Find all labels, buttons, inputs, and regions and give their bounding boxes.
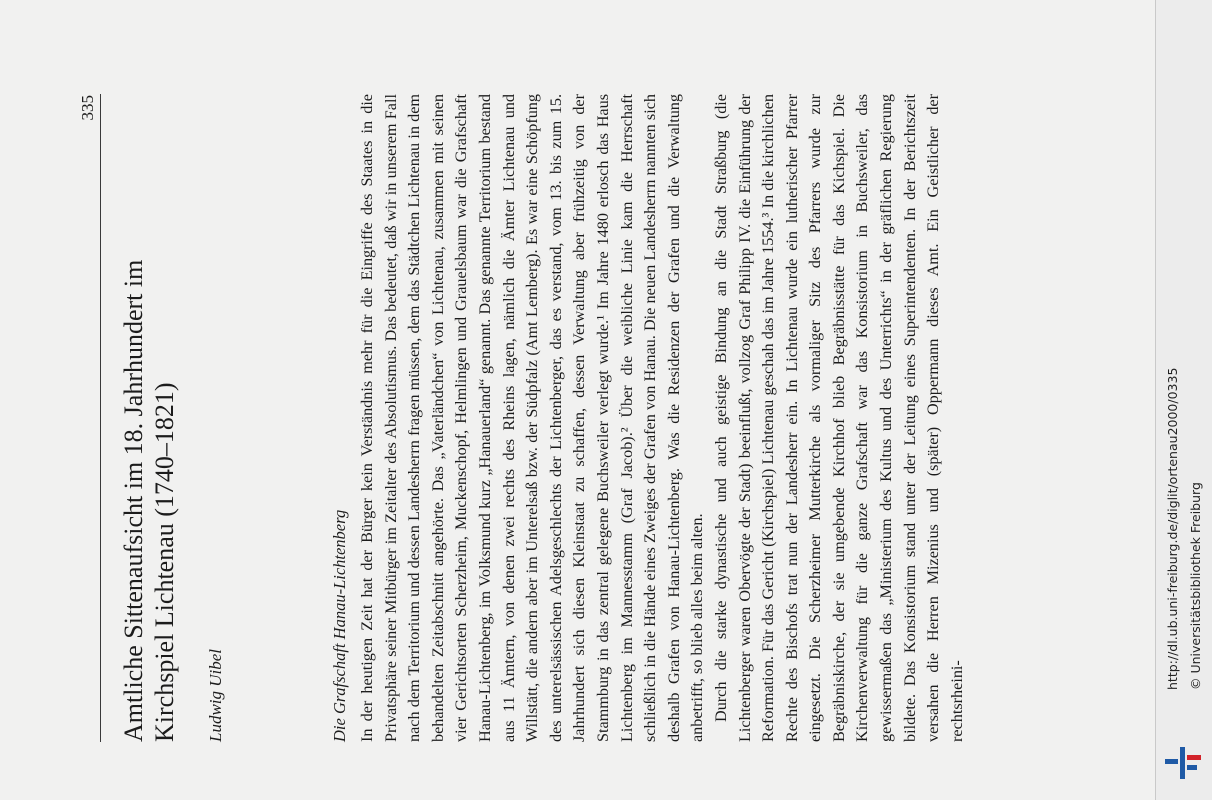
article-author: Ludwig Uibel xyxy=(206,648,225,742)
ub-freiburg-logo-icon xyxy=(1163,745,1203,781)
logo-bar-top xyxy=(1180,747,1185,779)
source-url-link[interactable]: http://dl.ub.uni-freiburg.de/diglit/ortenau2000/0335 xyxy=(1165,367,1180,690)
logo-bar-left xyxy=(1165,759,1178,764)
article-title-line-1: Amtliche Sittenaufsicht im 18. Jahrhundert im xyxy=(119,259,148,742)
article-title-line-2: Kirchspiel Lichtenau (1740–1821) xyxy=(150,382,179,742)
library-margin-strip xyxy=(1155,0,1212,800)
body-paragraph-2: Durch die starke dynastische und auch geistige Bindung an die Stadt Straßburg (die Lichtenberger waren Obervögte der Stadt) beeinflußt, vollzog Graf Philipp IV. die Einführung der Reformation. Für das Gericht (Kirchspiel) Lichtenau geschah das im Jahre 1554.³ In die kirchlichen Rechte des Bischofs trat nun der Landesherr ein. In Lichtenau wurde ein lutherischer Pfarrer eingesetzt. Die Scherzheimer Mutterkirche als vormaliger Sitz des Pfarrers wurde zur Begräbniskirche, der sie umgebende Kirchhof blieb Begräbnisstätte für das Kichspiel. Die Kirchenverwaltung für die ganze Grafschaft war das Konsistorium in Buchsweiler, das gewissermaßen das „Ministerium des Kultus und des Unterrichts“ in der gräflichen Regierung bildete. Das Konsistorium stand unter der Leitung eines Superintendenten. In der Berichtszeit versahen die Herren Mizenius und (später) Oppermann dieses Amt. Ein Geistlicher der rechtsrheini- xyxy=(711,94,966,742)
article-body xyxy=(356,94,969,742)
copyright-notice: © Universitätsbibliothek Freiburg xyxy=(1188,482,1203,690)
section-heading: Die Grafschaft Hanau-Lichtenberg xyxy=(330,509,349,742)
page-number: 335 xyxy=(78,95,97,121)
logo-bar-right xyxy=(1187,755,1201,760)
logo-bar-right-low xyxy=(1187,765,1197,770)
body-paragraph-1: In der heutigen Zeit hat der Bürger kein Verständnis mehr für die Eingriffe des Staates in die Privatsphäre seiner Mitbürger im Zeitalter des Absolutismus. Das bedeutet, daß wir in unserem Fall nach dem Territorium und dessen Landesherrn fragen müssen, dem das Städtchen Lichtenau in dem behandelten Zeitabschnitt angehörte. Das „Vaterländchen“ von Lichtenau, zusammen mit seinen vier Gerichtsorten Scherzheim, Muckenschopf, Helmlingen und Grauelsbaum war die Grafschaft Hanau-Lichtenberg, im Volksmund kurz „Hanauerland“ genannt. Das genannte Territorium bestand aus 11 Ämtern, von denen zwei rechts des Rheins lagen, nämlich die Ämter Lichtenau und Willstätt, die andern aber im Unterelsaß bzw. der Südpfalz (Amt Lemberg). Es war eine Schöpfung des unterelsässischen Adelsgeschlechts der Lichtenberger, das es verstand, vom 13. bis zum 15. Jahrhundert sich diesen Kleinstaat zu schaffen, dessen Verwaltung aber frühzeitig von der Stammburg in das zentral gelegene Buchsweiler verlegt wurde.¹ Im Jahre 1480 erlosch das Haus Lichtenberg im Mannesstamm (Graf Jacob).² Über die weibliche Linie kam die Herrschaft schließlich in die Hände eines Zweiges der Grafen von Hanau. Die neuen Landesherrn nannten sich deshalb Grafen von Hanau-Lichtenberg. Was die Residenzen der Grafen und die Verwaltung anbetrifft, so blieb alles beim alten. xyxy=(358,94,707,742)
header-rule xyxy=(100,94,101,742)
article-title xyxy=(118,102,180,742)
